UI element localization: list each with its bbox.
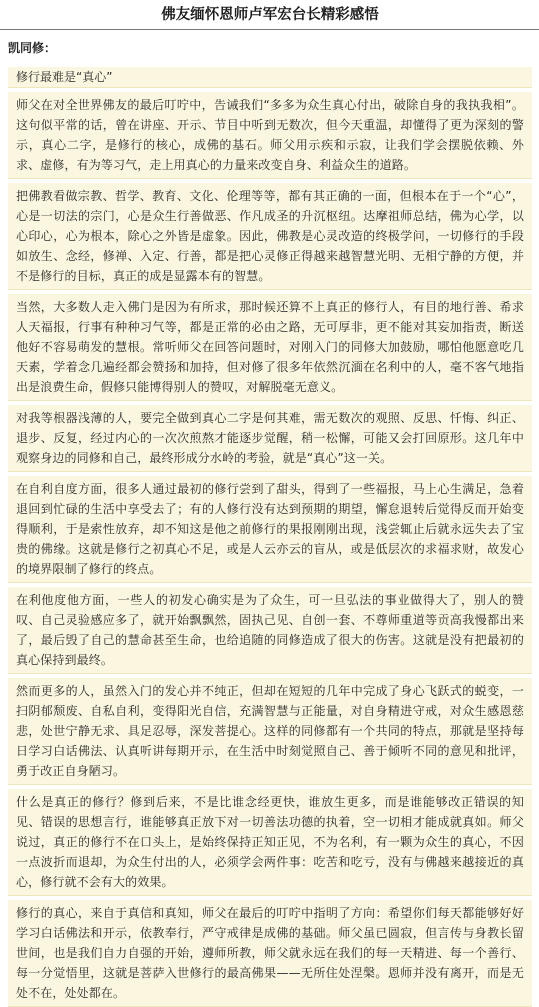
paragraph: 然而更多的人，虽然入门的发心并不纯正，但却在短短的几年中完成了身心飞跃式的蜕变，一扫阴郁颓废、自私自利，变得阳光自信，充满智慧与正能量，对自身精进守戒，对众生感恩慈悲，处世宁静无求、具足忍辱，深发菩提心。这样的同修都有一个共同的特点，那就是坚持每日学习白话佛法、认真听讲每期开示，在生活中时刻觉照自己、善于倾听不同的意见和批评，勇于改正自身陋习。	[8, 678, 532, 785]
title-divider	[0, 29, 539, 30]
paragraph: 师父在对全世界佛友的最后叮咛中，告诫我们“多多为众生真心付出，破除自身的我执我相”。这句似平常的话，曾在讲座、开示、节目中听到无数次，但今天重温，却懂得了更为深刻的警示，真心二字，是修行的核心，成佛的基石。师父用示疾和示寂，让我们学会摆脱依赖、外求、虚修，有为等习气，走上用真心的力量来改变自身、利益众生的道路。	[8, 92, 532, 179]
author-name: 凯同修：	[8, 41, 57, 55]
paragraph: 把佛教看做宗教、哲学、教育、文化、伦理等等，都有其正确的一面，但根本在于一个“心”，心是一切法的宗门，心是众生行善做恶、作凡成圣的升沉枢纽。达摩祖师总结，佛为心学，以心印心，心为根本，除心之外皆是虚象。因此，佛教是心灵改造的终极学问，一切修行的手段如放生、念经，修禅、入定、行善，都是把心灵修正得越来越智慧光明、无相宁静的方便，并不是修行的目标，真正的成是显露本有的智慧。	[8, 183, 532, 290]
paragraph: 对我等根器浅薄的人，要完全做到真心二字是何其难，需无数次的观照、反思、忏悔、纠正、退步、反复，经过内心的一次次煎熬才能逐步觉醒，稍一松懈，可能又会打回原形。这几年中观察身边的同修和自己，最终形成分水岭的考验，就是“真心”这一关。	[8, 405, 532, 472]
article-title: 佛友缅怀恩师卢军宏台长精彩感悟	[161, 7, 379, 23]
paragraph: 修行的真心，来自于真信和真知，师父在最后的叮咛中指明了方向：希望你们每天都能够好好学习白话佛法和开示，依教奉行，严守戒律是成佛的基础。师父虽已圆寂，但言传与身教长留世间，也是我们自力自强的开始，遵师所教，师父就永远在我们的每一天精进、每一个善行、每一分觉悟里，这就是菩萨入世修行的最高佛果——无所住处涅槃。恩师并没有离开，而是无处不在，处处都在。	[8, 900, 532, 1007]
paragraph: 什么是真正的修行？修到后来，不是比谁念经更快，谁放生更多，而是谁能够改正错误的知见、错误的思想言行，谁能够真正放下对一切善法功德的执着，空一切相才能成就真如。师父说过，真正的修行不在口头上，是始终保持正知正见，不为名利，有一颗为众生的真心，不因一点波折而退却，为众生付出的人，必须学会两件事：吃苦和吃亏，没有与佛越来越接近的真心，修行就不会有大的效果。	[8, 789, 532, 896]
paragraph: 在利他度他方面，一些人的初发心确实是为了众生，可一旦弘法的事业做得大了，别人的赞叹、自己灵验感应多了，就开始飘飘然，固执己见、自创一套、不尊师重道等贡高我慢都出来了，最后毁了自己的慧命甚至生命，也给追随的同修造成了很大的伤害。这就是没有把最初的真心保持到最终。	[8, 587, 532, 674]
article-subtitle: 修行最难是“真心”	[8, 67, 532, 88]
paragraph: 在自利自度方面，很多人通过最初的修行尝到了甜头，得到了一些福报，马上心生满足，急着退回到忙碌的生活中享受去了；有的人修行没有达到预期的期望，懈怠退转后觉得反而开始变得顺利，于是索性放弃，却不知这是他之前修行的果报刚刚出现，浅尝辄止后就永远失去了宝贵的佛缘。这就是修行之初真心不足，或是人云亦云的盲从，或是低层次的求福求财，故发心的境界限制了修行的终点。	[8, 476, 532, 583]
paragraph: 当然，大多数人走入佛门是因为有所求，那时候还算不上真正的修行人，有目的地行善、希求人天福报，行事有种种习气等，都是正常的必由之路，无可厚非，更不能对其妄加指责，断送他好不容易萌发的慧根。常听师父在回答问题时，对刚入门的同修大加鼓励，哪怕他愿意吃几天素，学着念几遍经都会赞扬和加持，但对修了很多年依然沉湎在名利中的人，毫不客气地指出是浪费生命，假修只能博得别人的赞叹，对解脱毫无意义。	[8, 294, 532, 401]
